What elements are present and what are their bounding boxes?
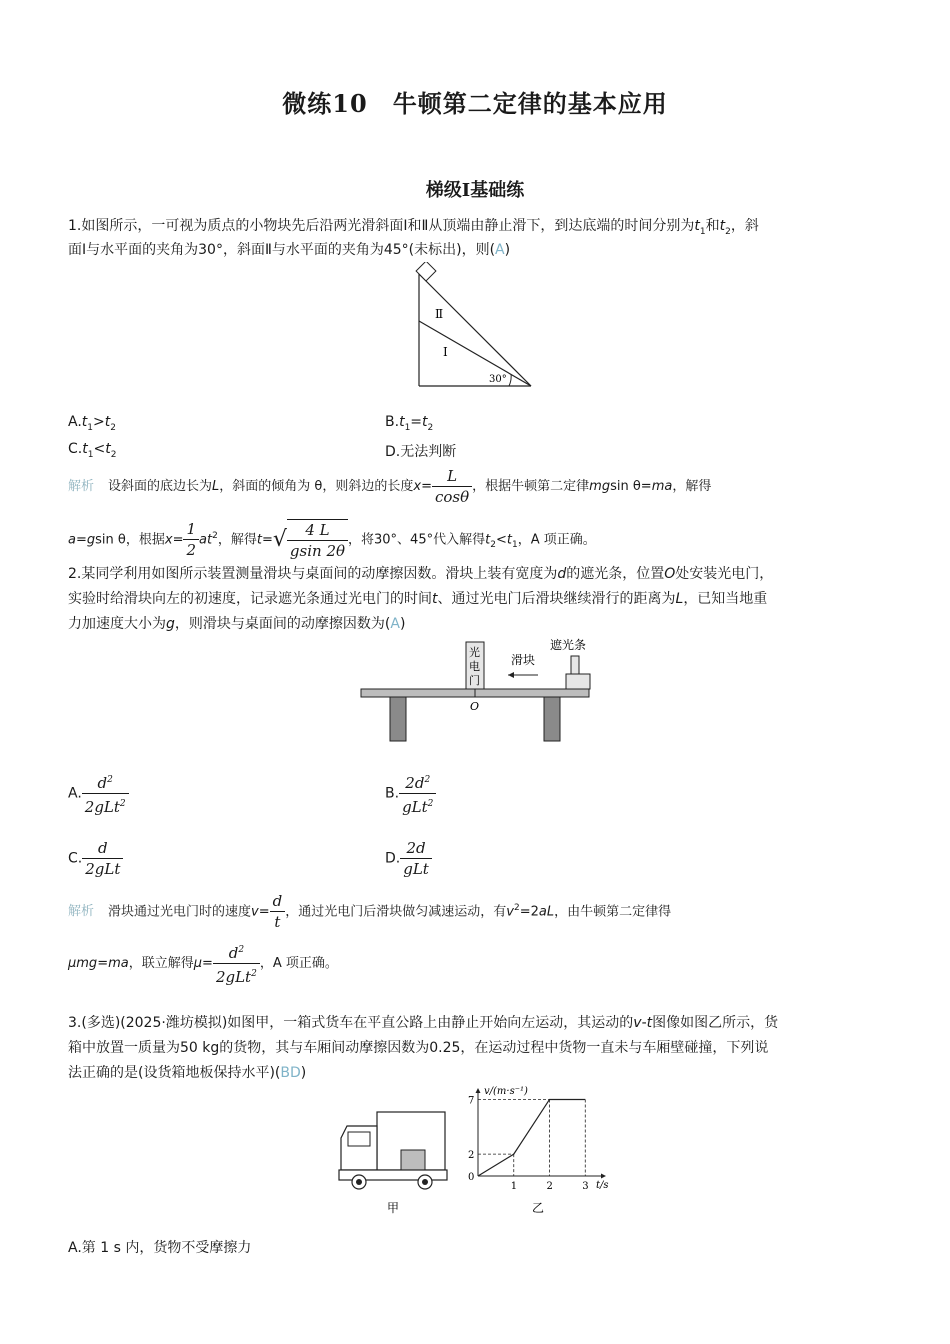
- q2-stem-line3: 力加速度大小为g，则滑块与桌面间的动摩擦因数为(A): [68, 616, 406, 632]
- q3-label-yi: 乙: [532, 1201, 545, 1215]
- q1-solution-line1: 解析 设斜面的底边长为L，斜面的倾角为 θ，则斜边的长度x= $\frac{L}{\cos\theta}$ ，根据牛顿第二定律mgsin θ=ma，解得: [68, 467, 712, 506]
- y-axis-arrow-icon: [476, 1088, 481, 1093]
- q2-stem-line1: 2.某同学利用如图所示装置测量滑块与桌面间的动摩擦因数。滑块上装有宽度为d的遮光条，位置O处安装光电门，: [68, 566, 774, 582]
- q3-vt-chart: [460, 1084, 620, 1220]
- series-line: [478, 1099, 585, 1176]
- q2-solution-line1: 解析 滑块通过光电门时的速度v= $\frac{d}{t}$ ，通过光电门后滑块做匀减速运动，有$v^2=2aL$，由牛顿第二定律得: [68, 892, 672, 932]
- q2-apparatus-figure: [358, 634, 594, 744]
- q2-option-b[interactable]: B. $\frac{2d^2}{gLt^2}$: [385, 770, 436, 817]
- q1-answer: A: [495, 242, 505, 258]
- q1-stem-line1: 1.如图所示，一可视为质点的小物块先后沿两光滑斜面Ⅰ和Ⅱ从顶端由静止滑下，到达底端的时间分别为$t_1$和$t_2$，斜: [68, 218, 759, 237]
- tick-label-x-2: 2: [546, 1181, 553, 1192]
- q3-stem-line2: 箱中放置一质量为50 kg的货物，其与车厢间动摩擦因数为0.25，在运动过程中货物一直未与车厢壁碰撞，下列说: [68, 1040, 769, 1056]
- q3-option-a[interactable]: A.第 1 s 内，货物不受摩擦力: [68, 1240, 252, 1256]
- q3-chart-xlabel: t/s: [596, 1180, 609, 1191]
- q1-option-a[interactable]: $A.t_1>t_2$: [68, 414, 116, 433]
- q3-answer: BD: [280, 1065, 301, 1081]
- q2-option-c[interactable]: C. $\frac{d}{\text{2gLt}}$: [68, 838, 123, 879]
- q1-option-b[interactable]: $B.t_1=t_2$: [385, 414, 434, 433]
- q1-label-II: Ⅱ: [435, 307, 444, 321]
- q3-chart-ylabel: v/(m·s⁻¹): [484, 1086, 528, 1097]
- q2-gate-char-1: 光: [469, 646, 480, 659]
- q3-label-jia: 甲: [387, 1201, 400, 1215]
- q1-option-c[interactable]: $C.t_1<t_2$: [68, 441, 117, 460]
- x-axis-arrow-icon: [601, 1174, 606, 1179]
- q2-o-label: O: [470, 700, 480, 713]
- section-heading: 梯级Ⅰ基础练: [425, 180, 525, 201]
- tick-label-y-0: 0: [468, 1172, 475, 1183]
- q2-solution-line2: μmg=ma，联立解得μ= $\frac{d^2}{2gLt^2}$ ，A 项正确。: [68, 944, 338, 986]
- q2-shade-label: 遮光条: [550, 638, 587, 652]
- q2-slider-label: 滑块: [511, 653, 536, 667]
- q1-label-I: Ⅰ: [443, 345, 448, 359]
- q1-incline-figure: [405, 262, 545, 392]
- tick-label-y-7: 7: [468, 1095, 475, 1107]
- q3-truck-figure: [335, 1108, 450, 1218]
- q1-stem-line2: 面Ⅰ与水平面的夹角为30°，斜面Ⅱ与水平面的夹角为45°(未标出)，则(A): [68, 242, 511, 258]
- q3-stem-line3: 法正确的是(设货箱地板保持水平)(BD): [68, 1065, 307, 1081]
- q2-stem-line2: 实验时给滑块向左的初速度，记录遮光条通过光电门的时间t、通过光电门后滑块继续滑行的距离为L，已知当地重: [68, 591, 768, 607]
- arrow-left-icon: [508, 672, 514, 678]
- q2-jiexi-label: 解析: [68, 904, 95, 920]
- q2-gate-char-2: 电: [469, 660, 480, 673]
- tick-label-x-1: 1: [510, 1181, 518, 1192]
- q3-stem-line1: 3.(多选)(2025·潍坊模拟)如图甲，一箱式货车在平直公路上由静止开始向左运动，其运动的v-t图像如图乙所示，货: [68, 1015, 779, 1031]
- q2-option-d[interactable]: D. $\frac{2d}{\text{gLt}}$: [385, 838, 432, 879]
- q2-gate-char-3: 门: [469, 674, 480, 687]
- tick-label-y-2: 2: [468, 1150, 475, 1162]
- q2-answer: A: [390, 616, 400, 632]
- page-title: 微练10 牛顿第二定律的基本应用: [282, 89, 668, 118]
- q2-option-a[interactable]: A. $\frac{d^2}{2gLt^2}$: [68, 770, 129, 817]
- q1-option-d[interactable]: D.无法判断: [385, 444, 457, 460]
- tick-label-x-3: 3: [582, 1181, 589, 1192]
- q1-angle-label: 30°: [489, 374, 507, 385]
- q1-solution-line2: a=gsin θ，根据x= $\frac{1}{2}$ $at^2$，解得t=√ $\frac{4 L}{gsin 2\theta}$ ，将30°、45°代入解得$t_2<t_1$，A 项正确。: [68, 520, 596, 560]
- q1-jiexi-label: 解析: [68, 479, 95, 494]
